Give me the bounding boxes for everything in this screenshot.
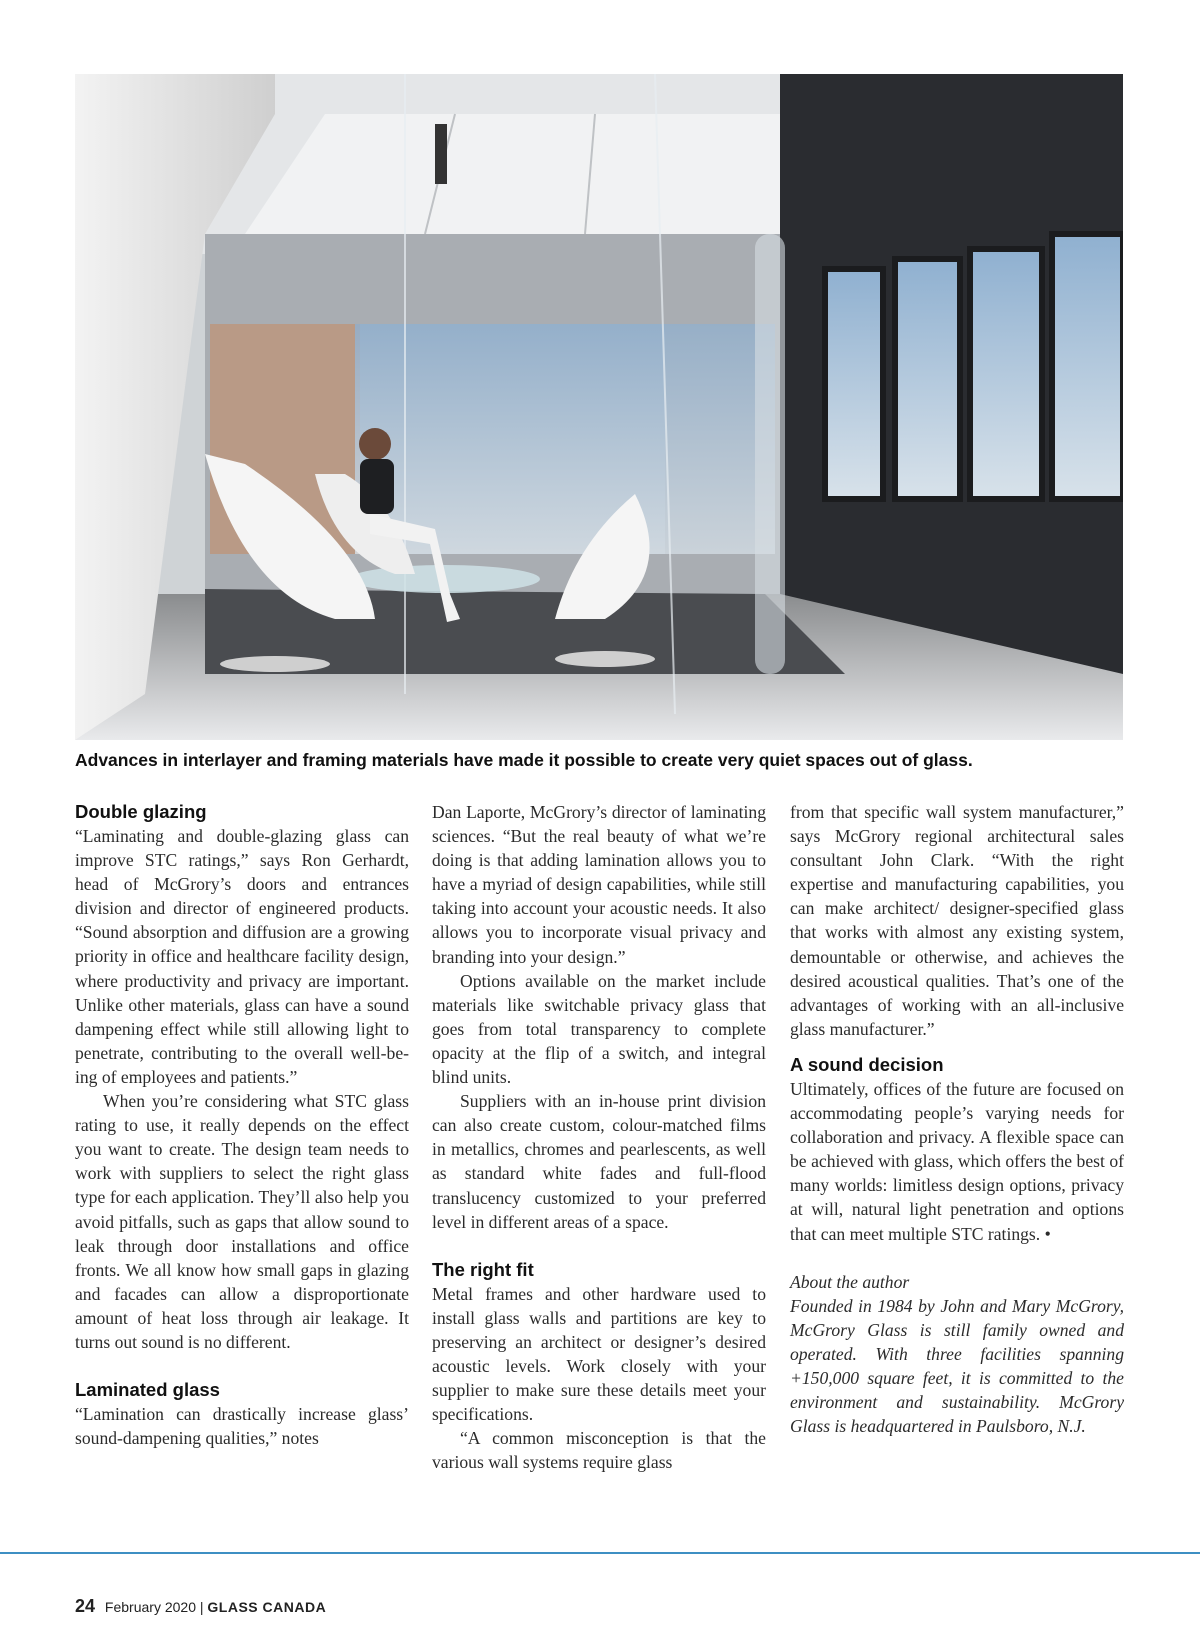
paragraph: Options available on the market include materials like switchable privacy glass that goes from total transparency to complete opacity at the flip of a switch, and integral blind units.: [432, 970, 766, 1088]
section-heading: The right fit: [432, 1258, 534, 1280]
author-heading: About the author: [790, 1271, 910, 1292]
page-footer: [75, 1596, 326, 1617]
section-heading: Laminated glass: [75, 1379, 220, 1401]
section-heading: A sound decision: [790, 1053, 944, 1075]
paragraph: Dan Laporte, McGrory’s director of laminating sciences. “But the real beauty of what we’re doing is that adding lamination allows you to have a myriad of design capabilities, while still taking into account your acoustic needs. It also allows you to incorporate visual privacy and branding into your design.”: [432, 802, 766, 967]
footer-rule: [0, 1552, 1200, 1554]
paragraph: “A common misconception is that the various wall systems require glass: [432, 1428, 766, 1473]
photo-caption: Advances in interlayer and framing materials have made it possible to create very quiet spaces out of glass.: [75, 750, 973, 770]
page-number: 24: [75, 1596, 96, 1616]
issue-date: February 2020 |: [104, 1599, 204, 1615]
paragraph: from that specific wall system manufacturer,” says McGrory regional architectural sales consultant John Clark. “With the right expertise and manufacturing capabilities, you can make architect/ designer-specified glass that works with almost any existing system, demountable or otherwise, and achieves the desired acoustical qualities. That’s one of the advantages of working with an all-inclusive glass manufacturer.”: [790, 802, 1124, 1039]
column-3: [790, 800, 1124, 1438]
paragraph: Suppliers with an in-house print division can also create custom, colour-matched films in metallics, chromes and pearlescents, as well as standard white fades and full-flood translucency customized to your preferred level in different areas of a space.: [432, 1091, 766, 1232]
author-bio: Founded in 1984 by John and Mary McGrory, McGrory Glass is still family owned and operated. With three facilities spanning +150,000 square feet, it is committed to the environment and sustainability. McGrory Glass is headquartered in Paulsboro, N.J.: [790, 1295, 1124, 1437]
paragraph: “Laminating and double-glazing glass can improve STC ratings,” says Ron Gerhardt, head of McGrory’s doors and entrances division and director of engineered products. “Sound absorption and diffusion are a growing priority in office and healthcare facility design, where productivity and privacy are important. Unlike other materials, glass can have a sound dampening effect while still allowing light to penetrate, contributing to the overall well-being of employees and patients.”: [75, 826, 409, 1087]
paragraph: Metal frames and other hardware used to install glass walls and partitions are key to preserving an architect or designer’s desired acoustic levels. Work closely with your supplier to make sure these details meet your specifications.: [432, 1283, 766, 1425]
paragraph: “Lamination can drastically increase glass’ sound-dampening qualities,” notes: [75, 1404, 409, 1449]
office-glass-meeting-room-photo: [75, 74, 1123, 740]
article-photo: [75, 74, 1123, 740]
section-heading: Double glazing: [75, 801, 207, 822]
column-2: [432, 800, 766, 1474]
paragraph: When you’re considering what STC glass rating to use, it really depends on the effect you want to create. The design team needs to work with suppliers to select the right glass type for each application. They’ll also help you avoid pitfalls, such as gaps that allow sound to leak through door installations and office fronts. We all know how small gaps in glazing and facades can allow a disproportionate amount of heat loss through air leakage. It turns out sound is no different.: [75, 1091, 409, 1352]
column-1: [75, 800, 409, 1450]
magazine-name: GLASS CANADA: [207, 1599, 327, 1615]
paragraph: Ultimately, offices of the future are focused on accommodating people’s varying needs for collaboration and privacy. A flexible space can be achieved with glass, which offers the best of many worlds: limitless design options, privacy at will, natural light penetration and options that can meet multiple STC ratings. •: [790, 1078, 1124, 1244]
